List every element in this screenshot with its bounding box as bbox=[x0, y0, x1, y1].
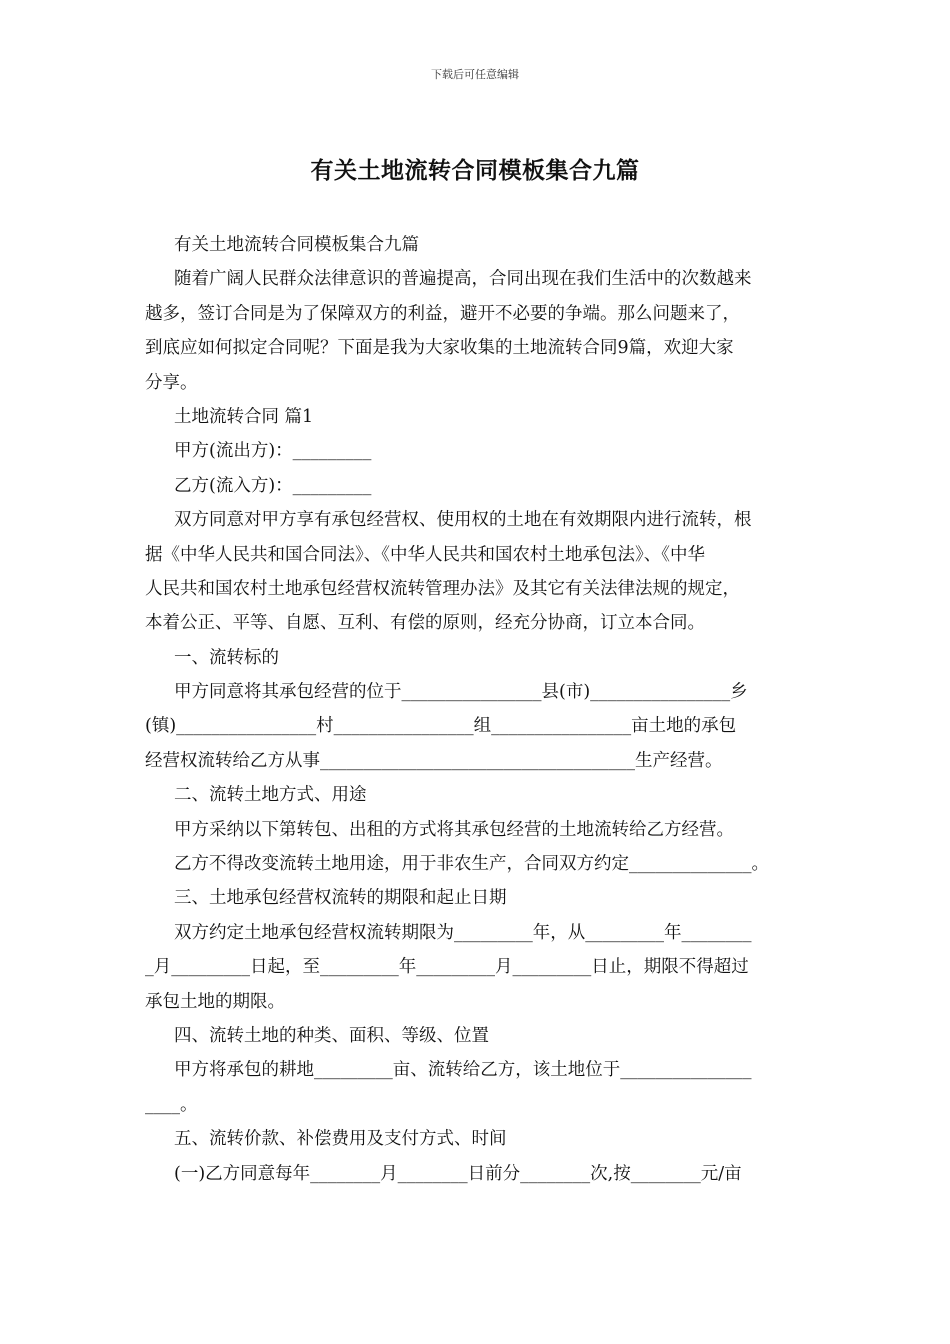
paragraph-line: 乙方(流入方)：_________ bbox=[174, 475, 372, 496]
paragraph-line: _月_________日起，至_________年_________月_________日止，期限不得超过 bbox=[145, 957, 749, 978]
paragraph-line: 到底应如何拟定合同呢？下面是我为大家收集的土地流转合同9篇，欢迎大家 bbox=[145, 338, 734, 359]
document-title: 有关土地流转合同模板集合九篇 bbox=[310, 157, 640, 184]
document-body bbox=[145, 228, 810, 1191]
paragraph-line: 甲方同意将其承包经营的位于________________县(市)________________乡 bbox=[174, 682, 748, 703]
paragraph-line: 二、流转土地方式、用途 bbox=[174, 785, 367, 806]
page-header: 下载后可任意编辑 bbox=[431, 68, 519, 81]
paragraph-line: ____。 bbox=[145, 1094, 198, 1115]
paragraph-line: 据《中华人民共和国合同法》、《中华人民共和国农村土地承包法》、《中华 bbox=[145, 544, 705, 565]
paragraph-line: 分享。 bbox=[145, 372, 198, 393]
paragraph-line: 双方约定土地承包经营权流转期限为_________年，从_________年________ bbox=[174, 922, 752, 943]
paragraph-line: 经营权流转给乙方从事____________________________________生产经营。 bbox=[145, 750, 723, 771]
paragraph-line: 越多，签订合同是为了保障双方的利益，避开不必要的争端。那么问题来了， bbox=[145, 303, 740, 324]
paragraph-line: 双方同意对甲方享有承包经营权、使用权的土地在有效期限内进行流转，根 bbox=[174, 510, 752, 531]
paragraph-line: 有关土地流转合同模板集合九篇 bbox=[174, 235, 419, 255]
paragraph-line: 一、流转标的 bbox=[174, 647, 279, 668]
paragraph-line: 本着公正、平等、自愿、互利、有偿的原则，经充分协商，订立本合同。 bbox=[145, 613, 705, 634]
paragraph-line: 三、土地承包经营权流转的期限和起止日期 bbox=[174, 888, 507, 909]
paragraph-line: 人民共和国农村土地承包经营权流转管理办法》及其它有关法律法规的规定， bbox=[145, 578, 740, 599]
paragraph-line: 五、流转价款、补偿费用及支付方式、时间 bbox=[174, 1129, 507, 1150]
paragraph-line: 甲方将承包的耕地_________亩、流转给乙方，该土地位于_______________ bbox=[174, 1060, 752, 1081]
paragraph-line: 甲方采纳以下第转包、出租的方式将其承包经营的土地流转给乙方经营。 bbox=[174, 819, 734, 840]
paragraph-line: 四、流转土地的种类、面积、等级、位置 bbox=[174, 1025, 489, 1046]
paragraph-line: 随着广阔人民群众法律意识的普遍提高，合同出现在我们生活中的次数越来 bbox=[174, 269, 752, 290]
paragraph-line: (一)乙方同意每年________月________日前分________次,按________元/亩 bbox=[174, 1163, 742, 1184]
paragraph-line: 甲方(流出方)：_________ bbox=[174, 441, 372, 462]
paragraph-line: 承包土地的期限。 bbox=[145, 991, 285, 1012]
paragraph-line: 乙方不得改变流转土地用途，用于非农生产，合同双方约定______________。 bbox=[174, 854, 769, 875]
paragraph-line: 土地流转合同 篇1 bbox=[174, 406, 314, 427]
paragraph-line: (镇)________________村________________组________________亩土地的承包 bbox=[145, 716, 737, 737]
